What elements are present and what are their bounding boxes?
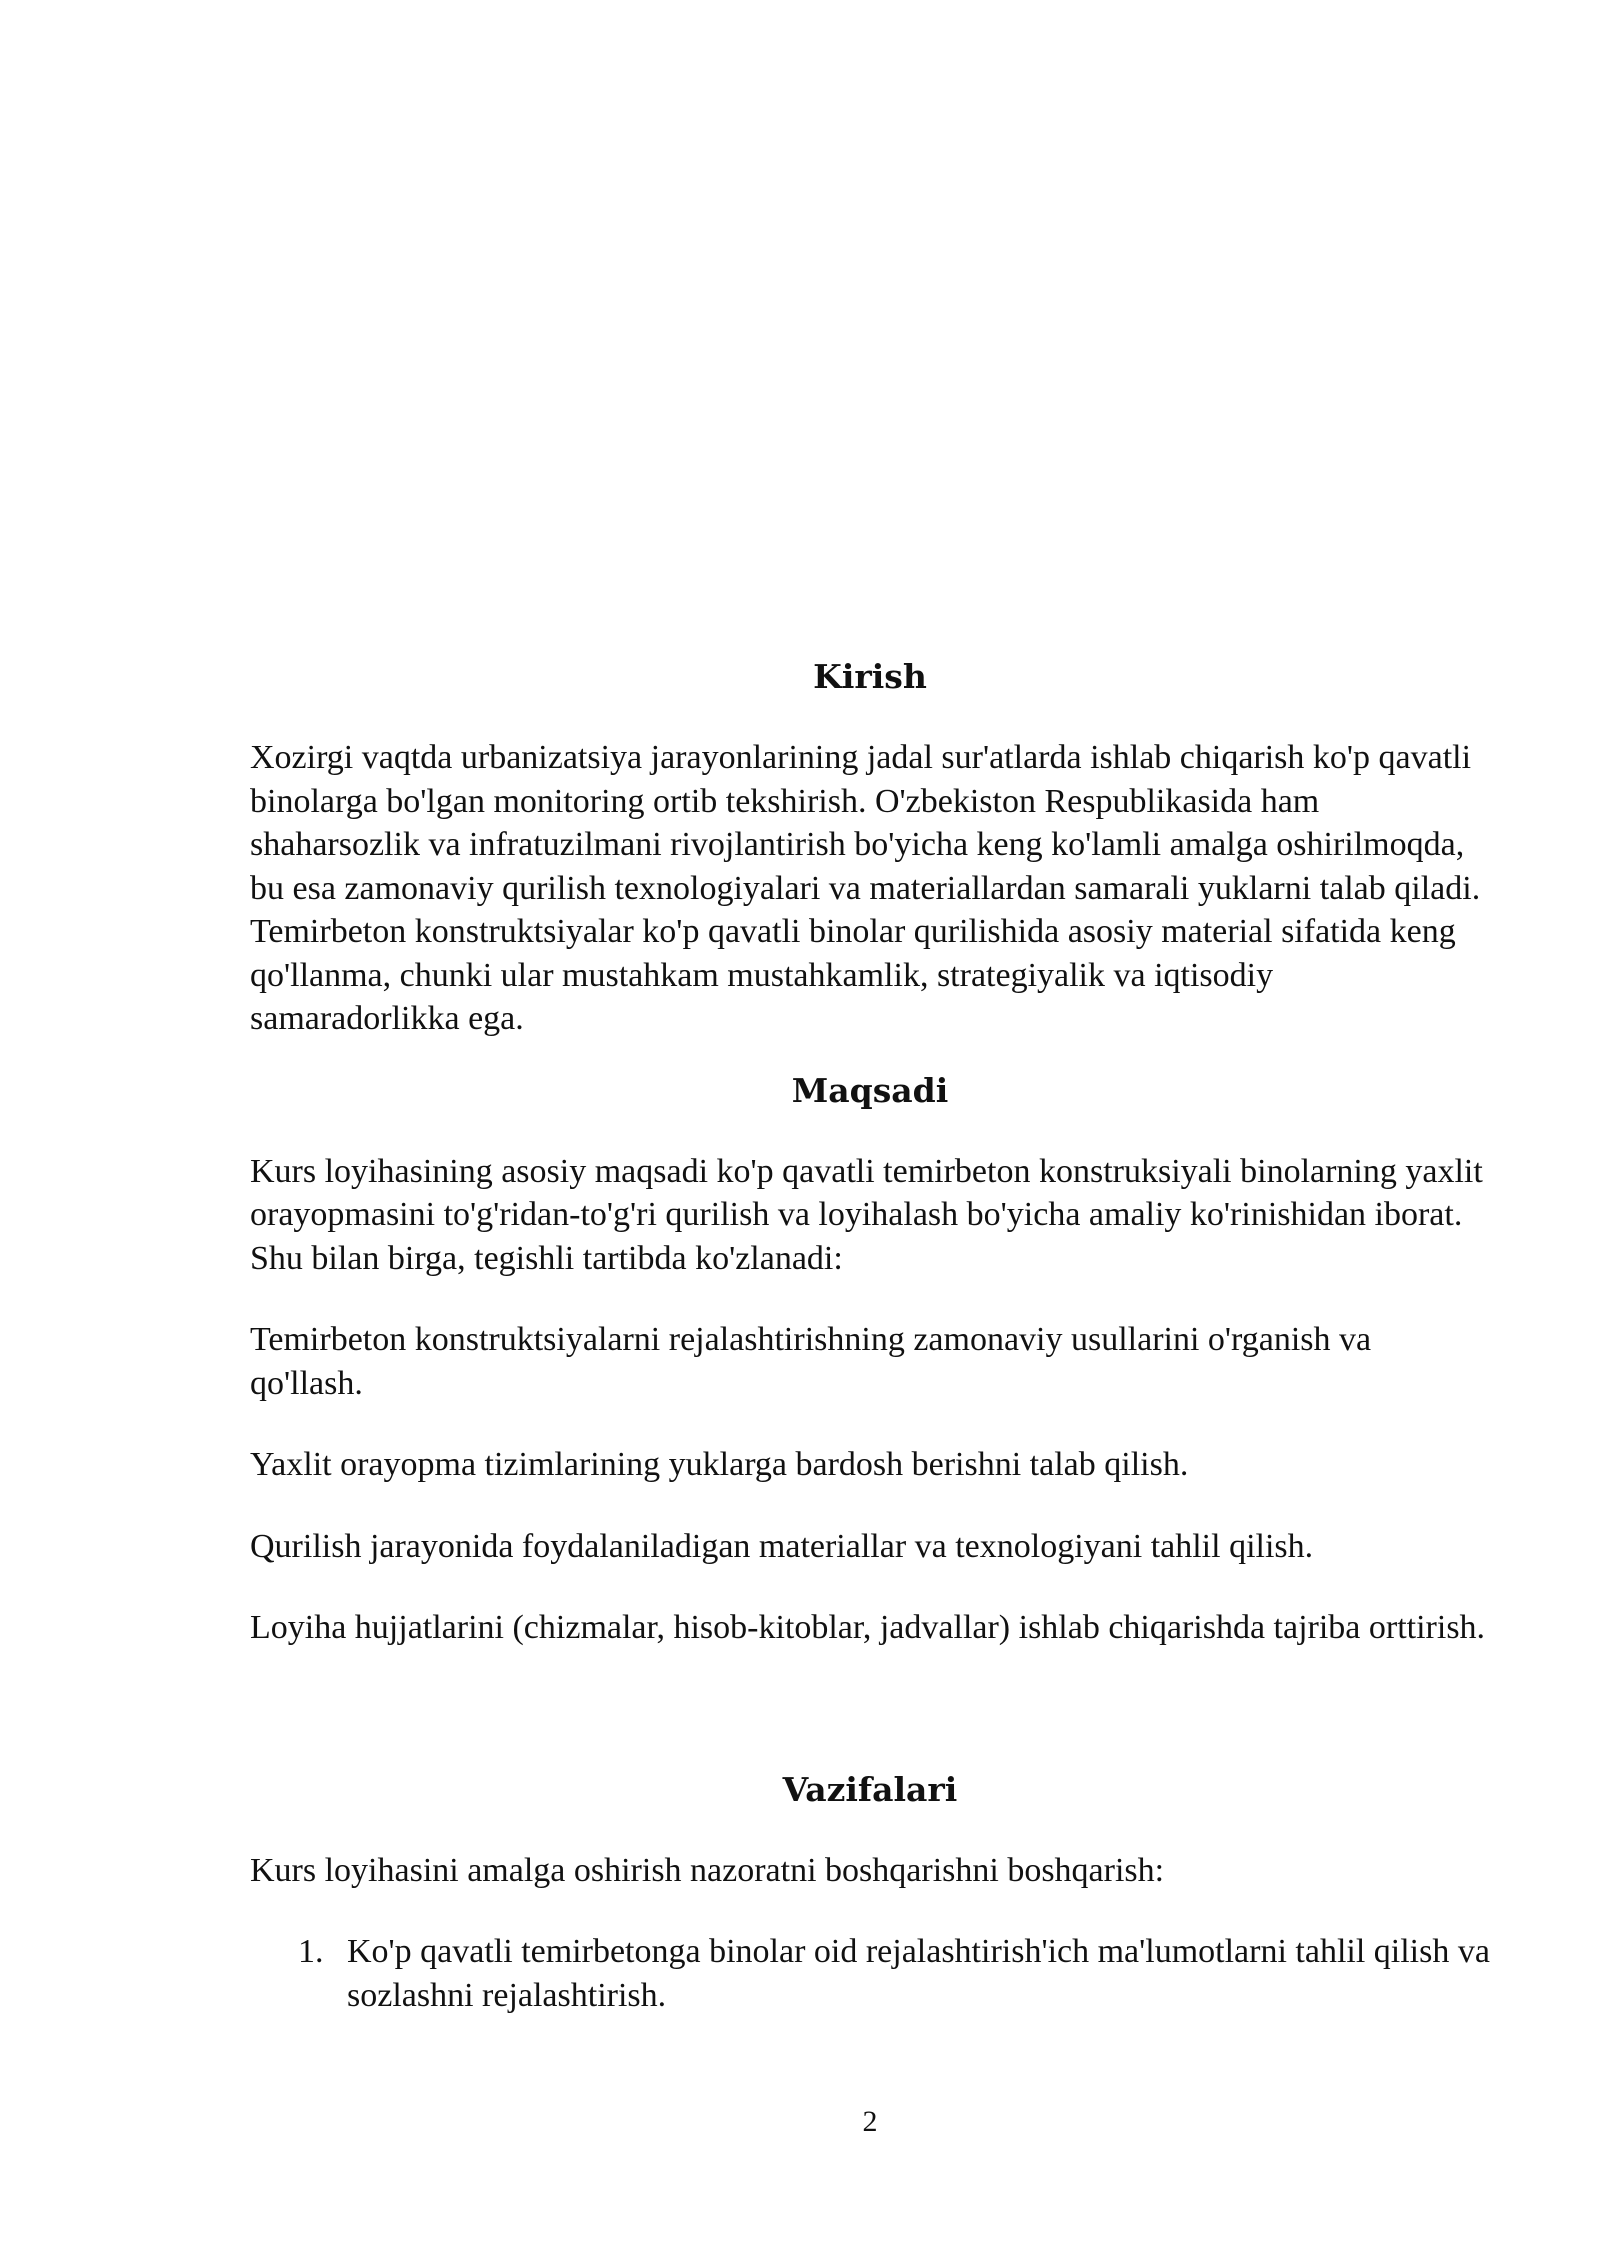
- maqsadi-paragraph-5: Loyiha hujjatlarini (chizmalar, hisob-kitoblar, jadvallar) ishlab chiqarishda tajriba orttirish.: [250, 1609, 1486, 1646]
- document-body: [250, 655, 1490, 2017]
- maqsadi-paragraph-1: Kurs loyihasining asosiy maqsadi ko'p qavatli temirbeton konstruksiyali binolarning yaxlit orayopmasini to'g'ridan-to'g'ri qurilish va loyihalash bo'yicha amaliy ko'rinishidan iborat. Shu bilan birga, tegishli tartibda ko'zlanadi:: [250, 1152, 1483, 1277]
- maqsadi-paragraph-4: Qurilish jarayonida foydalaniladigan materiallar va texnologiyani tahlil qilish.: [250, 1527, 1314, 1565]
- list-item: [250, 1930, 1490, 2017]
- maqsadi-paragraph-2: Temirbeton konstruktsiyalarni rejalashtirishning zamonaviy usullarini o'rganish va qo'llash.: [250, 1321, 1372, 1402]
- heading-maqsadi: Maqsadi: [791, 1070, 949, 1110]
- list-item-text: Ko'p qavatli temirbetonga binolar oid rejalashtirish'ich ma'lumotlarni tahlil qilish va sozlashni rejalashtirish.: [347, 1933, 1490, 2014]
- page-number: 2: [862, 2105, 878, 2138]
- vazifalari-intro: Kurs loyihasini amalga oshirish nazoratni boshqarishni boshqarish:: [250, 1851, 1165, 1889]
- heading-kirish: Kirish: [813, 657, 927, 696]
- list-item-number: 1.: [298, 1933, 324, 1970]
- kirish-paragraph: Xozirgi vaqtda urbanizatsiya jarayonlarining jadal sur'atlarda ishlab chiqarish ko'p qavatli binolarga bo'lgan monitoring ortib tekshirish. O'zbekiston Respublikasida ham shaharsozlik va infratuzilmani rivojlantirish bo'yicha keng ko'lamli amalga oshirilmoqda, bu esa zamonaviy qurilish texnologiyalari va materiallardan samarali yuklarni talab qiladi. Temirbeton konstruktsiyalar ko'p qavatli binolar qurilishida asosiy material sifatida keng qo'llanma, chunki ular mustahkam mustahkamlik, strategiyalik va iqtisodiy samaradorlikka ega.: [250, 739, 1481, 1037]
- task-list: [250, 1930, 1490, 2017]
- heading-vazifalari: Vazifalari: [782, 1769, 958, 1809]
- maqsadi-paragraph-3: Yaxlit orayopma tizimlarining yuklarga bardosh berishni talab qilish.: [250, 1446, 1189, 1483]
